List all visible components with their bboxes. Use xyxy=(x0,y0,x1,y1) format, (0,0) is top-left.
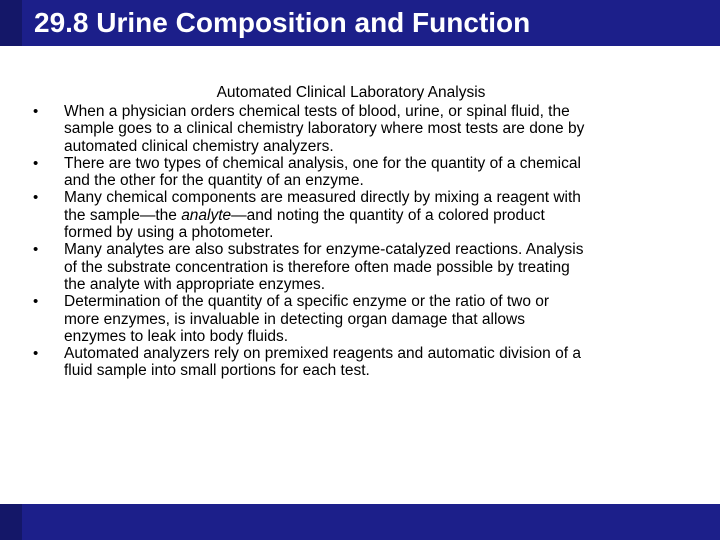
title-bar-accent xyxy=(0,0,22,46)
bullet-line: When a physician orders chemical tests of blood, urine, or spinal fluid, the xyxy=(64,103,570,120)
bullet-text-segment: the sample—the xyxy=(64,206,182,224)
bullet-line: fluid sample into small portions for each test. xyxy=(64,362,370,380)
bullet-item xyxy=(0,155,676,190)
bullet-line xyxy=(64,207,676,224)
bullet-line: sample goes to a clinical chemistry laboratory where most tests are done by xyxy=(64,120,585,138)
slide-subtitle: Automated Clinical Laboratory Analysis xyxy=(216,84,486,101)
bullet-marker: • xyxy=(33,293,39,311)
bullet-marker: • xyxy=(33,189,39,207)
bullet-marker: • xyxy=(33,154,39,172)
bullet-item xyxy=(0,293,676,345)
bullet-line: the analyte with appropriate enzymes. xyxy=(64,275,326,293)
bullet-item xyxy=(0,189,676,241)
bullet-marker: • xyxy=(33,103,39,120)
bullet-text-segment: —and noting the quantity of a colored product xyxy=(231,206,545,224)
title-bar xyxy=(0,0,720,46)
footer-bar xyxy=(0,504,720,540)
bullet-line: There are two types of chemical analysis, one for the quantity of a chemical xyxy=(64,154,581,172)
footer-bar-accent xyxy=(0,504,22,540)
bullet-line: of the substrate concentration is therefore often made possible by treating xyxy=(64,258,570,276)
bullet-line: Many chemical components are measured directly by mixing a reagent with xyxy=(64,189,581,207)
bullet-line: enzymes to leak into body fluids. xyxy=(64,327,289,345)
bullet-item xyxy=(0,103,676,155)
bullet-item xyxy=(0,241,676,293)
analyte-emphasis: analyte xyxy=(181,206,232,224)
bullet-list xyxy=(0,103,720,380)
bullet-line: and the other for the quantity of an enzyme. xyxy=(64,172,364,190)
bullet-line: more enzymes, is invaluable in detecting organ damage that allows xyxy=(64,310,525,328)
bullet-item xyxy=(0,345,676,380)
bullet-marker: • xyxy=(33,345,39,363)
bullet-line: Determination of the quantity of a specific enzyme or the ratio of two or xyxy=(64,293,550,311)
slide-title: 29.8 Urine Composition and Function xyxy=(34,7,531,38)
bullet-line: formed by using a photometer. xyxy=(64,224,274,242)
bullet-marker: • xyxy=(33,241,39,259)
bullet-line: Automated analyzers rely on premixed reagents and automatic division of a xyxy=(64,345,581,363)
bullet-line: automated clinical chemistry analyzers. xyxy=(64,137,334,155)
bullet-line: Many analytes are also substrates for enzyme-catalyzed reactions. Analysis xyxy=(64,241,584,259)
